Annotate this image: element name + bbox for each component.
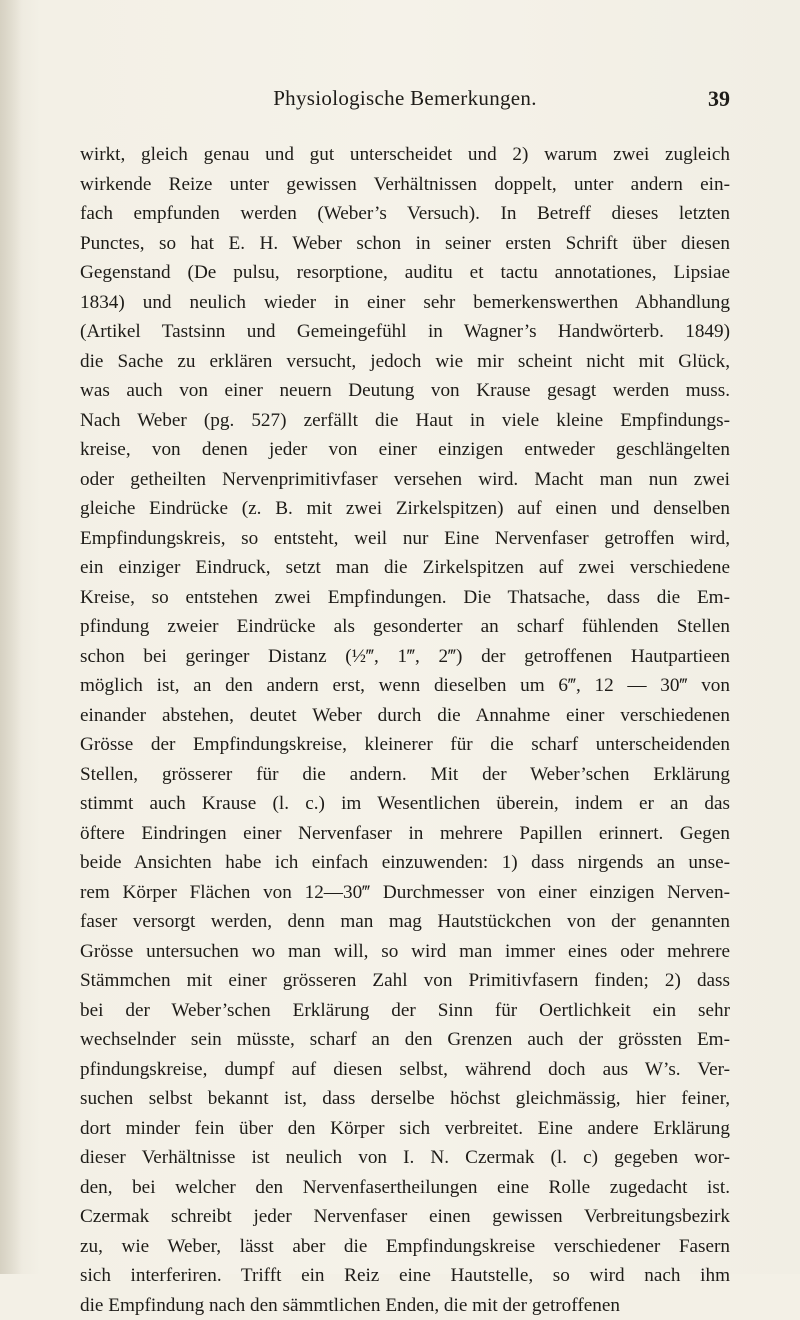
text-line: wirkende Reize unter gewissen Verhältnissen doppelt, unter andern ein- [80, 170, 730, 200]
text-line: Czermak schreibt jeder Nervenfaser einen gewissen Verbreitungsbezirk [80, 1202, 730, 1232]
running-title: Physiologische Bemerkungen. [80, 86, 730, 111]
text-line: bei der Weber’schen Erklärung der Sinn für Oertlichkeit ein sehr [80, 996, 730, 1026]
text-line: 1834) und neulich wieder in einer sehr bemerkenswerthen Abhandlung [80, 288, 730, 318]
text-line: wirkt, gleich genau und gut unterscheidet und 2) warum zwei zugleich [80, 140, 730, 170]
text-line: suchen selbst bekannt ist, dass derselbe höchst gleichmässig, hier feiner, [80, 1084, 730, 1114]
text-line: die Sache zu erklären versucht, jedoch wie mir scheint nicht mit Glück, [80, 347, 730, 377]
text-line: Stellen, grösserer für die andern. Mit der Weber’schen Erklärung [80, 760, 730, 790]
text-line: gleiche Eindrücke (z. B. mit zwei Zirkelspitzen) auf einen und denselben [80, 494, 730, 524]
text-line: Stämmchen mit einer grösseren Zahl von Primitivfasern finden; 2) dass [80, 966, 730, 996]
running-header [80, 86, 730, 116]
text-line: einander abstehen, deutet Weber durch die Annahme einer verschiedenen [80, 701, 730, 731]
text-line: Grösse der Empfindungskreise, kleinerer für die scharf unterscheidenden [80, 730, 730, 760]
body-text [80, 140, 730, 1320]
text-line: den, bei welcher den Nervenfasertheilungen eine Rolle zugedacht ist. [80, 1173, 730, 1203]
text-line: oder getheilten Nervenprimitivfaser versehen wird. Macht man nun zwei [80, 465, 730, 495]
text-line: Kreise, so entstehen zwei Empfindungen. Die Thatsache, dass die Em- [80, 583, 730, 613]
text-line: wechselnder sein müsste, scharf an den Grenzen auch der grössten Em- [80, 1025, 730, 1055]
text-line: pfindungskreise, dumpf auf diesen selbst, während doch aus W’s. Ver- [80, 1055, 730, 1085]
text-line: rem Körper Flächen von 12—30‴ Durchmesser von einer einzigen Nerven- [80, 878, 730, 908]
text-line: Nach Weber (pg. 527) zerfällt die Haut in viele kleine Empfindungs- [80, 406, 730, 436]
text-line: dort minder fein über den Körper sich verbreitet. Eine andere Erklärung [80, 1114, 730, 1144]
page-number: 39 [708, 86, 730, 112]
text-line: Grösse untersuchen wo man will, so wird man immer eines oder mehrere [80, 937, 730, 967]
text-line: Gegenstand (De pulsu, resorptione, auditu et tactu annotationes, Lipsiae [80, 258, 730, 288]
text-line: sich interferiren. Trifft ein Reiz eine Hautstelle, so wird nach ihm [80, 1261, 730, 1291]
text-line: öftere Eindringen einer Nervenfaser in mehrere Papillen erinnert. Gegen [80, 819, 730, 849]
text-line: beide Ansichten habe ich einfach einzuwenden: 1) dass nirgends an unse- [80, 848, 730, 878]
text-line: ein einziger Eindruck, setzt man die Zirkelspitzen auf zwei verschiedene [80, 553, 730, 583]
text-line: faser versorgt werden, denn man mag Hautstückchen von der genannten [80, 907, 730, 937]
text-line: pfindung zweier Eindrücke als gesonderter an scharf fühlenden Stellen [80, 612, 730, 642]
text-line: schon bei geringer Distanz (½‴, 1‴, 2‴) der getroffenen Hautpartieen [80, 642, 730, 672]
binding-shadow [0, 0, 22, 1274]
text-line: möglich ist, an den andern erst, wenn dieselben um 6‴, 12 — 30‴ von [80, 671, 730, 701]
text-line: die Empfindung nach den sämmtlichen Enden, die mit der getroffenen [80, 1291, 730, 1320]
text-line: Empfindungskreis, so entsteht, weil nur Eine Nervenfaser getroffen wird, [80, 524, 730, 554]
text-line: (Artikel Tastsinn und Gemeingefühl in Wagner’s Handwörterb. 1849) [80, 317, 730, 347]
text-line: stimmt auch Krause (l. c.) im Wesentlichen überein, indem er an das [80, 789, 730, 819]
text-line: dieser Verhältnisse ist neulich von I. N. Czermak (l. c) gegeben wor- [80, 1143, 730, 1173]
text-line: was auch von einer neuern Deutung von Krause gesagt werden muss. [80, 376, 730, 406]
text-line: fach empfunden werden (Weber’s Versuch). In Betreff dieses letzten [80, 199, 730, 229]
text-line: kreise, von denen jeder von einer einzigen entweder geschlängelten [80, 435, 730, 465]
text-line: Punctes, so hat E. H. Weber schon in seiner ersten Schrift über diesen [80, 229, 730, 259]
text-line: zu, wie Weber, lässt aber die Empfindungskreise verschiedener Fasern [80, 1232, 730, 1262]
